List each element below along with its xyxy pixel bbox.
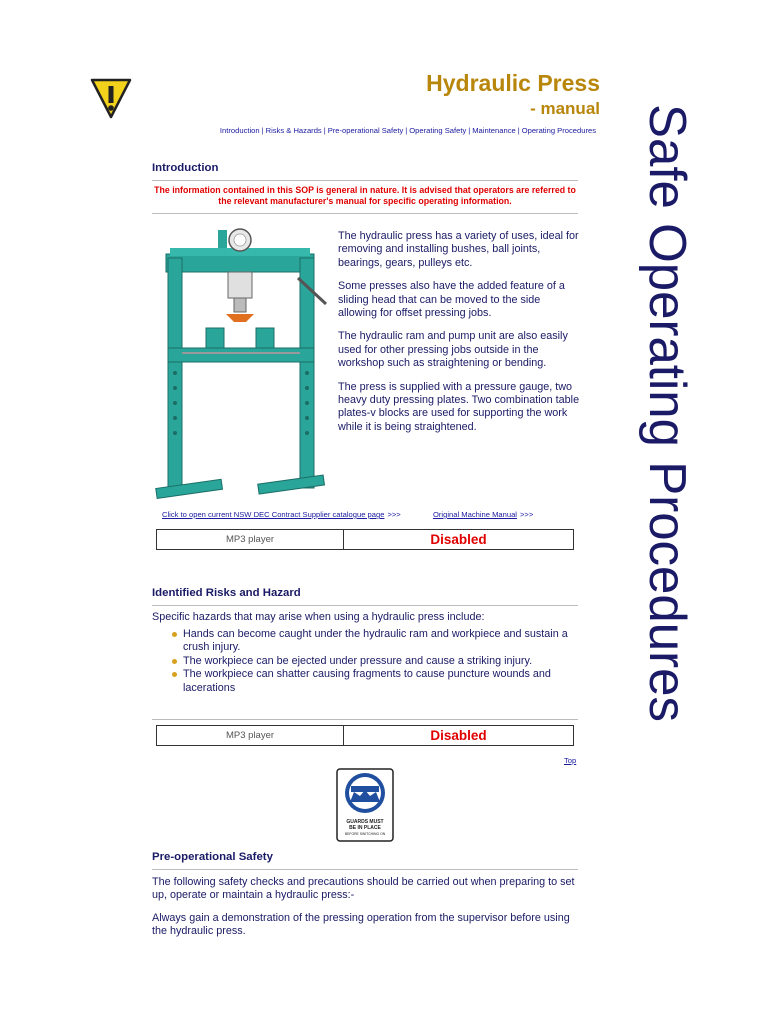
nav-separator: | <box>261 126 264 135</box>
intro-heading: Introduction <box>152 162 219 174</box>
divider <box>152 213 578 214</box>
risks-list <box>170 628 580 695</box>
nav-pre-operational-safety[interactable]: Pre-operational Safety <box>327 126 404 135</box>
nav-risks-hazards[interactable]: Risks & Hazards <box>265 126 322 135</box>
preop-paragraph: Always gain a demonstration of the pressing operation from the supervisor before using the hydraulic press. <box>152 912 570 938</box>
intro-paragraph: Some presses also have the added feature of a sliding head that can be moved to the side allowing for offset pressing jobs. <box>338 280 565 320</box>
preop-paragraph: The following safety checks and precautions should be carried out when preparing to set up, operate or maintain a hydraulic press:- <box>152 876 575 902</box>
guards-sign-line2: BE IN PLACE <box>349 825 381 831</box>
nav-separator: | <box>517 126 520 135</box>
top-link[interactable]: Top <box>564 756 577 765</box>
page-title-text: Hydraulic Press <box>426 70 600 96</box>
page-subtitle: - manual <box>530 99 600 118</box>
section-nav <box>150 126 596 135</box>
machine-manual-link[interactable]: Original Machine Manual <box>433 510 517 519</box>
mp3-player-status: Disabled <box>430 728 487 743</box>
guards-sign-icon <box>336 768 394 842</box>
nav-separator: | <box>468 126 471 135</box>
guards-sign-line3: BEFORE SWITCHING ON <box>344 832 386 836</box>
nav-introduction[interactable]: Introduction <box>219 126 260 135</box>
intro-paragraph: The press is supplied with a pressure gauge, two heavy duty pressing plates. Two combination table plates-v blocks are used for supporting the work while it is being straightened. <box>338 380 580 433</box>
divider <box>152 869 578 870</box>
mp3-player-label: MP3 player <box>157 530 344 549</box>
machine-manual-link-arrow[interactable]: >>> <box>520 510 534 519</box>
risks-intro: Specific hazards that may arise when using a hydraulic press include: <box>152 611 485 623</box>
mp3-player[interactable] <box>156 529 574 550</box>
warning-triangle-icon <box>88 74 134 120</box>
page-title <box>340 70 600 119</box>
reference-links <box>162 510 582 519</box>
hydraulic-press-image <box>148 218 328 508</box>
list-item: The workpiece can be ejected under pressure and cause a striking injury. <box>170 655 580 668</box>
divider <box>152 719 578 720</box>
side-banner <box>626 104 706 734</box>
guards-sign-line1: GUARDS MUST <box>346 819 384 825</box>
preop-heading: Pre-operational Safety <box>152 851 273 863</box>
nav-operating-procedures[interactable]: Operating Procedures <box>521 126 596 135</box>
mp3-player-status: Disabled <box>430 532 487 547</box>
intro-paragraph: The hydraulic ram and pump unit are also easily used for other pressing jobs outside in the workshop such as straightening or bending. <box>338 330 568 370</box>
mp3-player[interactable] <box>156 725 574 746</box>
intro-warning: The information contained in this SOP is general in nature. It is advised that operators are referred to the relevant manufacturer's manual for specific operating information. <box>154 185 576 206</box>
side-banner-text: Safe Operating Procedures <box>638 104 696 734</box>
list-item: The workpiece can shatter causing fragments to cause puncture wounds and lacerations <box>170 668 580 695</box>
list-item: Hands can become caught under the hydraulic ram and workpiece and sustain a crush injury. <box>170 628 580 655</box>
catalogue-link-arrow[interactable]: >>> <box>387 510 401 519</box>
nav-separator: | <box>405 126 408 135</box>
mp3-player-label: MP3 player <box>157 726 344 745</box>
intro-paragraph: The hydraulic press has a variety of uses, ideal for removing and installing bushes, ball joints, bearings, gears, pulleys etc. <box>338 230 579 269</box>
divider <box>152 605 578 606</box>
intro-text <box>338 230 580 444</box>
risks-heading: Identified Risks and Hazard <box>152 587 301 599</box>
nav-separator: | <box>323 126 326 135</box>
nav-maintenance[interactable]: Maintenance <box>472 126 516 135</box>
nav-operating-safety[interactable]: Operating Safety <box>409 126 467 135</box>
divider <box>152 180 578 181</box>
catalogue-link[interactable]: Click to open current NSW DEC Contract Supplier catalogue page <box>162 510 385 519</box>
